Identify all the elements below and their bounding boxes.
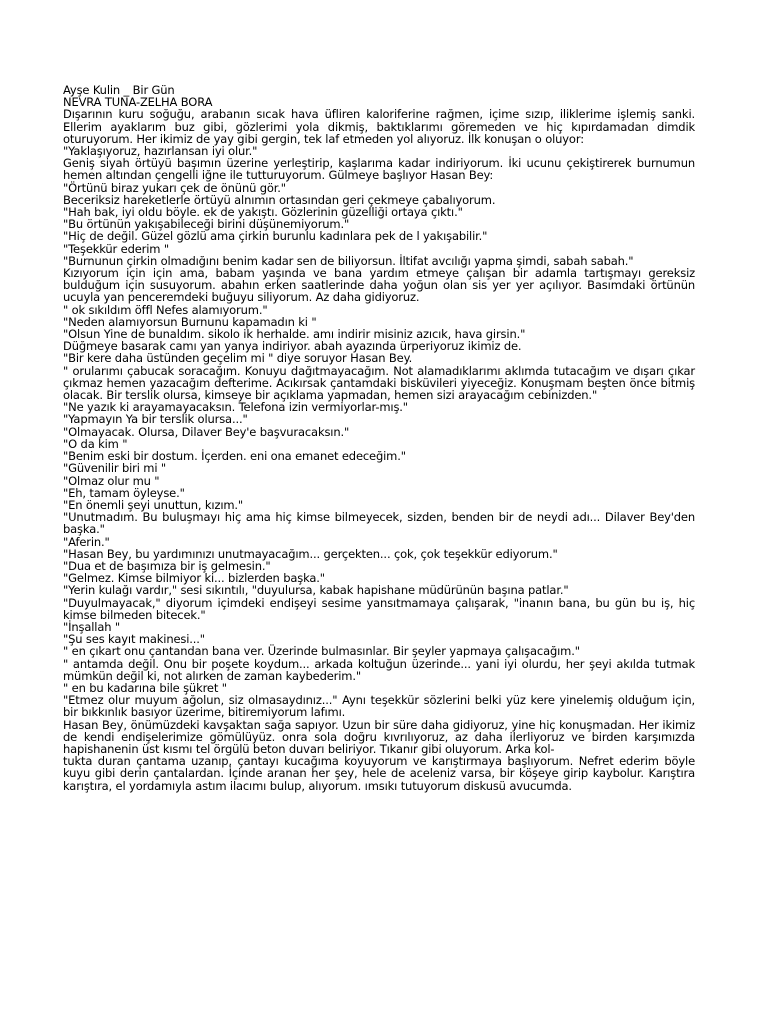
paragraph: "Olmayacak. Olursa, Dilaver Bey'e başvuracaksın.": [63, 424, 350, 439]
paragraph: Beceriksiz hareketlerle örtüyü alnımın ortasından geri çekmeye çabalıyorum.: [63, 192, 496, 207]
paragraph: "Neden alamıyorsun Burnunu kapamadın ki ": [63, 314, 317, 329]
paragraph: NEVRA TUNA-ZELHA BORA: [63, 95, 213, 110]
paragraph: "O da kim ": [63, 436, 128, 451]
paragraph: Hasan Bey, önümüzdeki kavşaktan sağa sapıyor. Uzun bir süre daha gidiyoruz, yine hiç konuşmadan. Her ikimiz de kendi endişelerimize gömülüyüz. onra sola doğru kıvrılıyoruz, az daha ilerliyoruz ve birden karşımızda hapishanenin üst kısmı tel örgülü beton duvarı beliriyor. Tıkanır gibi oluyorum. Arka kol-: [63, 717, 695, 756]
paragraph: " antamda değil. Onu bir poşete koydum... arkada koltuğun üzerinde... yani iyi olurdu, her şeyi akılda tutmak mümkün değil ki, not alırken de zaman kaybederim.": [63, 656, 695, 683]
paragraph: "Güvenilir biri mi ": [63, 461, 167, 476]
paragraph: Kızıyorum için için ama, babam yaşında ve bana yardım etmeye çalışan bir adamla tartışmayı gereksiz bulduğum için susuyorum. abahın erken saatlerinde daha yoğun olan sis yer yer açılıyor. Basımdaki örtünün ucuyla yan penceremdeki buğuyu siliyorum. Az daha gidiyoruz.: [63, 266, 695, 305]
paragraph: "Yerin kulağı vardır," sesi sıkıntılı, "duyulursa, kabak hapishane müdürünün başına patlar.": [63, 583, 569, 598]
paragraph: "Bir kere daha üstünden geçelim mi " diye soruyor Hasan Bey.: [63, 351, 413, 366]
paragraph: "Yapmayın Ya bir terslik olursa...": [63, 412, 248, 427]
paragraph: " orularımı çabucak soracağım. Konuyu dağıtmayacağım. Not alamadıklarımı aklımda tutacağım ve dışarı çıkar çıkmaz hemen yazacağım defterime. Acıkırsak çantamdaki bisküvileri yiyeceğiz. Konuşmam beşten önce bitmiş olacak. Bir terslik olursa, kimseye bir açıklama yapmadan, hemen sizi arayacağım cebinizden.": [63, 363, 695, 403]
paragraph: Düğmeye basarak camı yan yanya indiriyor. abah ayazında ürperiyoruz ikimiz de.: [63, 339, 522, 354]
paragraph: " en bu kadarına bile şükret ": [63, 680, 227, 695]
paragraph: " ok sıkıldım öffl Nefes alamıyorum.": [63, 302, 268, 317]
paragraph: "Hah bak, iyi oldu böyle. ek de yakıştı. Gözlerinin güzelliği ortaya çıktı.": [63, 205, 463, 220]
paragraph: "Olmaz olur mu ": [63, 473, 160, 488]
paragraph: Ayşe Kulin _ Bir Gün: [63, 83, 175, 97]
paragraph: "En önemli şeyi unuttun, kızım.": [63, 497, 244, 512]
paragraph: "Dua et de başımıza bir iş gelmesin.": [63, 558, 271, 573]
paragraph: " en çıkart onu çantandan bana ver. Üzerinde bulmasınlar. Bir şeyler yapmaya çalışacağım.": [63, 644, 580, 659]
paragraph: "Unutmadım. Bu buluşmayı hiç ama hiç kimse bilmeyecek, sizden, benden bir de neydi adı... Dilaver Bey'den başka.": [63, 510, 695, 537]
paragraph: tukta duran çantama uzanıp, çantayı kucağıma koyuyorum ve karıştırmaya başlıyorum. Nefret ederim böyle kuyu gibi derin çantalardan. İçinde aranan her şey, hele de aceleniz varsa, bir köşeye girip kaybolur. Karıştıra karıştıra, el yordamıyla astım ilacımı bulup, alıyorum. ımsıkı tutuyorum diskusü avucumda.: [63, 754, 695, 793]
paragraph: "Örtünü biraz yukarı çek de önünü gör.": [63, 180, 286, 195]
paragraph: "Aferin.": [63, 534, 110, 549]
paragraph: Geniş siyah örtüyü başımın üzerine yerleştirip, kaşlarıma kadar indiriyorum. İki ucunu çekiştirerek burnumun hemen altından çengelli iğne ile tutturuyorum. Gülmeye başlıyor Hasan Bey:: [63, 156, 695, 183]
paragraph: "Etmez olur muyum ağolun, siz olmasaydınız..." Aynı teşekkür sözlerini belki yüz kere yinelemiş olduğum için, bir bıkkınlık basıyor üzerime, bitiremiyorum lafımı.: [63, 693, 695, 720]
paragraph: "Hasan Bey, bu yardımınızı unutmayacağım... gerçekten... çok, çok teşekkür ediyorum.": [63, 546, 558, 561]
paragraph: "Duyulmayacak," diyorum içimdeki endişeyi sesime yansıtmamaya çalışarak, "inanın bana, bu gün bu iş, hiç kimse bilmeden bitecek.": [63, 595, 695, 622]
paragraph: "Yaklaşıyoruz, hazırlansan iyi olur.": [63, 144, 258, 159]
paragraph: "Benim eski bir dostum. İçerden. eni ona emanet edeceğim.": [63, 449, 406, 464]
paragraph: "Bu örtünün yakışabileceği birini düşünemiyorum.": [63, 217, 350, 232]
paragraph: "Gelmez. Kimse bilmiyor ki... bizlerden başka.": [63, 571, 325, 586]
paragraph: Dışarının kuru soğuğu, arabanın sıcak hava üfliren kaloriferine rağmen, içime sızıp, iliklerime işlemiş sanki. Ellerim ayaklarım buz gibi, gözlerimi yola dikmiş, baktıklarımı göremeden ve hiç kıpırdamadan dimdik oturuyorum. Her ikimiz de yay gibi gergin, tek laf etmeden yol alıyoruz. İlk konuşan o oluyor:: [63, 107, 695, 146]
paragraph: "Olsun Yine de bunaldım. sikolo ik herhalde. amı indirir misiniz azıcık, hava girsin.": [63, 327, 526, 342]
paragraph: "Teşekkür ederim ": [63, 241, 169, 256]
paragraph: "Ne yazık ki arayamayacaksın. Telefona izin vermiyorlar-mış.": [63, 400, 408, 415]
paragraph: "Hiç de değil. Güzel gözlü ama çirkin burunlu kadınlara pek de l yakışabilir.": [63, 229, 488, 244]
document-body: [63, 84, 695, 792]
paragraph: "Burnunun çirkin olmadığını benim kadar sen de biliyorsun. İltifat avcılığı yapma şimdi, sabah sabah.": [63, 253, 634, 268]
paragraph: "Eh, tamam öyleyse.": [63, 485, 185, 500]
paragraph: "İnşallah ": [63, 619, 121, 634]
paragraph: "Şu ses kayıt makinesi...": [63, 632, 205, 647]
